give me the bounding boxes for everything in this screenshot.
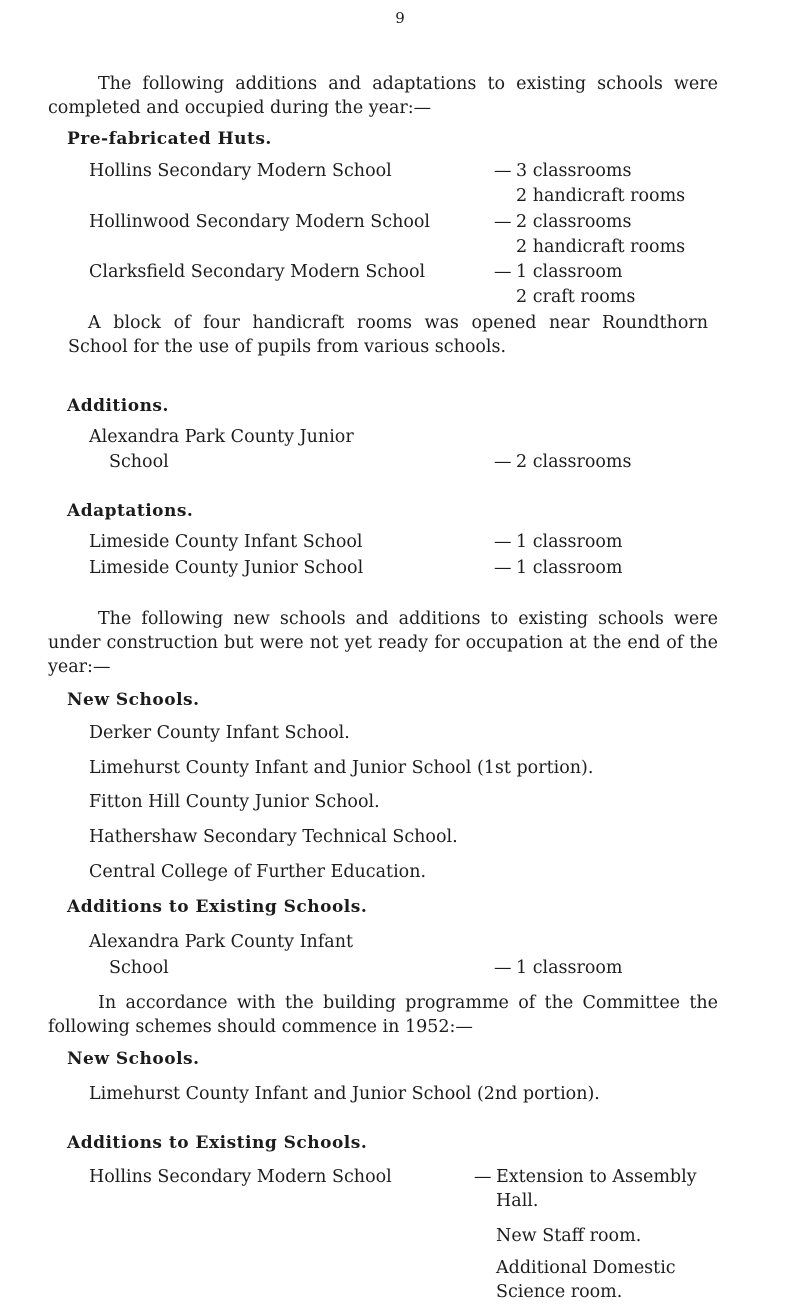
additions-existing-dash: — bbox=[494, 958, 512, 978]
additions-existing-1952-item: Additional Domestic Science room. bbox=[496, 1258, 676, 1302]
prefab-row-value: 1 classroom bbox=[516, 262, 623, 282]
additions-existing-1952-heading: Additions to Existing Schools. bbox=[67, 1133, 368, 1153]
prefab-row-name: Hollins Secondary Modern School bbox=[89, 161, 392, 181]
additions-name-cont: School bbox=[109, 452, 169, 472]
prefab-row-value: 2 classrooms bbox=[516, 212, 632, 232]
new-schools-1952-heading: New Schools. bbox=[67, 1049, 200, 1069]
prefab-row-dash: — bbox=[494, 161, 512, 181]
adaptations-row-value: 1 classroom bbox=[516, 532, 623, 552]
new-schools-heading: New Schools. bbox=[67, 690, 200, 710]
prefab-row-value: 2 craft rooms bbox=[516, 287, 636, 307]
additions-name: Alexandra Park County Junior bbox=[89, 427, 354, 447]
adaptations-row-dash: — bbox=[494, 558, 512, 578]
prefab-heading: Pre-fabricated Huts. bbox=[67, 129, 272, 149]
new-school-item: Fitton Hill County Junior School. bbox=[89, 792, 380, 812]
intro-paragraph: The following additions and adaptations to existing schools were completed and occupied during the year:— bbox=[48, 74, 718, 118]
new-school-item: Central College of Further Education. bbox=[89, 862, 427, 882]
additions-existing-1952-item: Extension to Assembly Hall. bbox=[496, 1167, 697, 1211]
construction-paragraph: The following new schools and additions to existing schools were under construction but were not yet ready for occupation at the end of the year:— bbox=[48, 609, 718, 677]
prefab-row-dash: — bbox=[494, 212, 512, 232]
block-paragraph: A block of four handicraft rooms was opened near Roundthorn School for the use of pupils from various schools. bbox=[68, 313, 708, 357]
adaptations-row-name: Limeside County Infant School bbox=[89, 532, 363, 552]
additions-existing-1952-name: Hollins Secondary Modern School bbox=[89, 1167, 392, 1187]
prefab-row-value: 2 handicraft rooms bbox=[516, 237, 686, 257]
additions-dash: — bbox=[494, 452, 512, 472]
new-school-1952-item: Limehurst County Infant and Junior School (2nd portion). bbox=[89, 1084, 600, 1104]
prefab-row-name: Hollinwood Secondary Modern School bbox=[89, 212, 431, 232]
additions-existing-heading: Additions to Existing Schools. bbox=[67, 897, 368, 917]
additions-existing-name: Alexandra Park County Infant bbox=[89, 932, 354, 952]
additions-existing-1952-dash: — bbox=[474, 1167, 492, 1187]
programme-paragraph: In accordance with the building programme of the Committee the following schemes should commence in 1952:— bbox=[48, 993, 718, 1037]
prefab-row-value: 2 handicraft rooms bbox=[516, 186, 686, 206]
adaptations-heading: Adaptations. bbox=[67, 501, 194, 521]
prefab-row-name: Clarksfield Secondary Modern School bbox=[89, 262, 426, 282]
prefab-row-dash: — bbox=[494, 262, 512, 282]
additions-existing-name-cont: School bbox=[109, 958, 169, 978]
new-school-item: Limehurst County Infant and Junior School (1st portion). bbox=[89, 758, 594, 778]
additions-existing-1952-item: New Staff room. bbox=[496, 1226, 642, 1246]
additions-existing-value: 1 classroom bbox=[516, 958, 623, 978]
adaptations-row-dash: — bbox=[494, 532, 512, 552]
additions-heading: Additions. bbox=[67, 396, 169, 416]
adaptations-row-name: Limeside County Junior School bbox=[89, 558, 364, 578]
adaptations-row-value: 1 classroom bbox=[516, 558, 623, 578]
new-school-item: Derker County Infant School. bbox=[89, 723, 350, 743]
prefab-row-value: 3 classrooms bbox=[516, 161, 632, 181]
additions-value: 2 classrooms bbox=[516, 452, 632, 472]
new-school-item: Hathershaw Secondary Technical School. bbox=[89, 827, 458, 847]
page-number: 9 bbox=[395, 9, 405, 27]
